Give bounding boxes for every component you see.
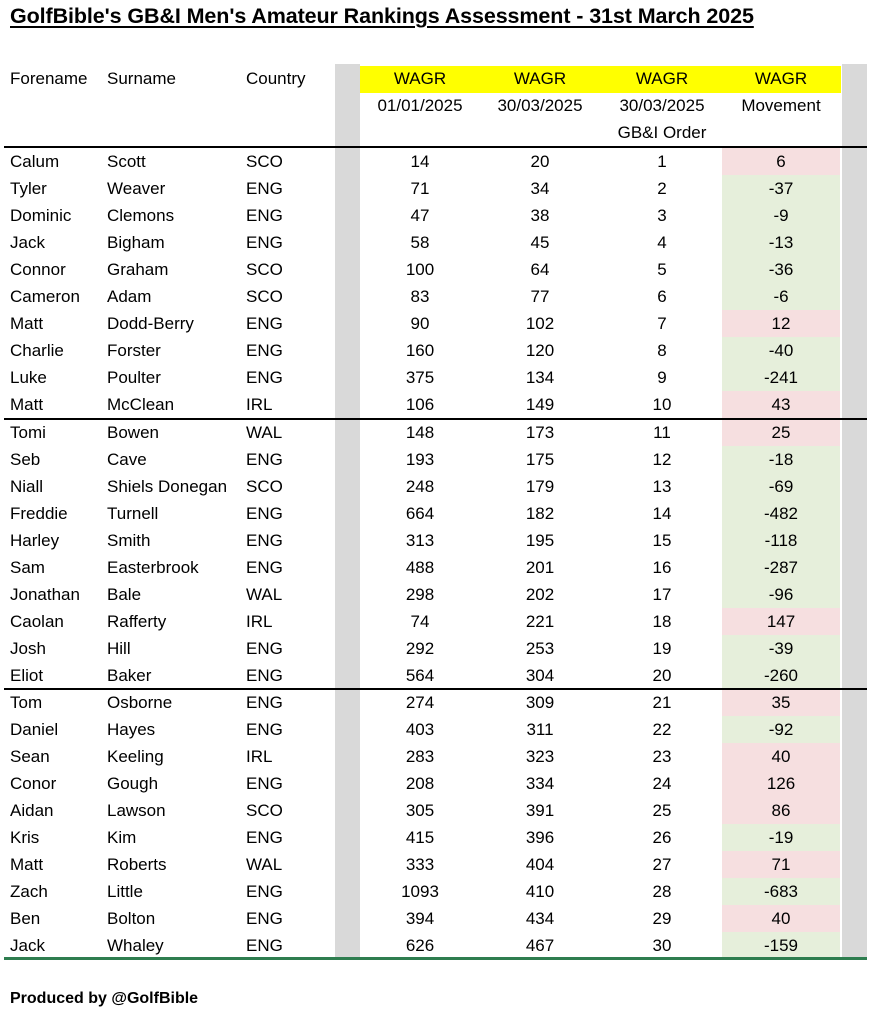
wagr-jan-cell: 283 [405,747,435,767]
wagr-jan-cell: 274 [405,693,435,712]
table-row [0,581,877,608]
wagr-jan-cell: 160 [405,341,435,361]
table-row [0,337,877,364]
wagr-jan-cell: 71 [410,179,430,199]
gbi-order-cell: 3 [657,206,667,226]
forename-cell: Charlie [10,341,64,361]
gbi-order-cell: 4 [657,233,667,253]
movement-cell: -287 [722,554,840,581]
movement-cell: -241 [722,364,840,391]
forename-cell: Jack [10,936,45,956]
surname-cell: Weaver [107,179,166,199]
wagr-jan-cell: 193 [405,449,435,469]
country-cell: ENG [246,233,283,253]
country-cell: ENG [246,638,283,658]
country-cell: IRL [246,747,273,767]
surname-cell: Gough [107,774,159,794]
forename-cell: Freddie [10,503,68,523]
wagr-jan-cell: 208 [405,774,435,794]
movement-cell: -92 [722,716,840,743]
forename-cell: Tyler [10,179,47,199]
country-cell: ENG [246,828,283,848]
surname-cell: Shiels Donegan [107,476,228,496]
table-row [0,419,877,446]
wagr-jan-cell: 106 [405,395,435,415]
wagr-jan-cell: 298 [405,584,435,604]
surname-cell: Osborne [107,693,173,712]
forename-cell: Conor [10,774,57,794]
movement-cell: 12 [722,310,840,337]
table-row [0,770,877,797]
table-row [0,473,877,500]
movement-cell: -19 [722,824,840,851]
country-cell: ENG [246,665,283,685]
header-forename: Forename [10,69,88,88]
wagr-jan-cell: 58 [410,233,430,253]
gbi-order-cell: 7 [657,314,667,334]
forename-cell: Calum [10,152,60,171]
wagr-mar-cell: 396 [525,828,555,848]
gbi-order-cell: 14 [652,503,672,523]
country-cell: WAL [246,855,283,875]
header-col3-date: 30/03/2025 [619,96,705,115]
wagr-mar-cell: 149 [525,395,555,415]
wagr-jan-cell: 313 [405,530,435,550]
forename-cell: Dominic [10,206,72,226]
movement-cell: -13 [722,229,840,256]
forename-cell: Eliot [10,665,44,685]
forename-cell: Matt [10,314,44,334]
movement-cell: 147 [722,608,840,635]
gbi-order-cell: 6 [657,287,667,307]
surname-cell: Graham [107,260,169,280]
forename-cell: Jonathan [10,584,80,604]
wagr-jan-cell: 305 [405,801,435,821]
surname-cell: Roberts [107,855,167,875]
wagr-mar-cell: 434 [525,909,555,929]
gbi-order-cell: 21 [652,693,672,712]
movement-cell: 40 [722,743,840,770]
surname-cell: Bolton [107,909,156,929]
country-cell: IRL [246,611,273,631]
header-col4-top: WAGR [754,69,808,88]
forename-cell: Matt [10,855,44,875]
gbi-order-cell: 27 [652,855,672,875]
wagr-mar-cell: 34 [530,179,550,199]
surname-cell: Hill [107,638,131,658]
movement-cell: -482 [722,500,840,527]
wagr-mar-cell: 253 [525,638,555,658]
forename-cell: Tomi [10,422,46,442]
group-divider-2 [4,688,867,690]
table-row [0,148,877,175]
gbi-order-cell: 9 [657,368,667,388]
table-row [0,662,877,689]
movement-cell: -159 [722,932,840,959]
table-row [0,824,877,851]
wagr-mar-cell: 195 [525,530,555,550]
forename-cell: Connor [10,260,66,280]
forename-cell: Niall [10,476,44,496]
table-row [0,608,877,635]
wagr-mar-cell: 410 [525,882,555,902]
table-row [0,364,877,391]
header-country: Country [246,69,306,88]
movement-cell: -96 [722,581,840,608]
wagr-mar-cell: 323 [525,747,555,767]
country-cell: SCO [246,476,283,496]
movement-cell: 6 [722,148,840,175]
table-row [0,635,877,662]
country-cell: ENG [246,693,283,712]
gbi-order-cell: 1 [657,152,667,171]
table-row [0,310,877,337]
surname-cell: Bigham [107,233,165,253]
forename-cell: Ben [10,909,41,929]
wagr-jan-cell: 394 [405,909,435,929]
forename-cell: Tom [10,693,43,712]
movement-cell: 43 [722,391,840,418]
wagr-jan-cell: 564 [405,665,435,685]
surname-cell: Adam [107,287,152,307]
movement-cell: 25 [722,419,840,446]
wagr-jan-cell: 14 [410,152,430,171]
surname-cell: Cave [107,449,147,469]
movement-cell: 35 [722,689,840,716]
wagr-jan-cell: 333 [405,855,435,875]
wagr-mar-cell: 334 [525,774,555,794]
table-row [0,527,877,554]
wagr-jan-cell: 148 [405,422,435,442]
surname-cell: Hayes [107,720,156,740]
gbi-order-cell: 5 [657,260,667,280]
wagr-mar-cell: 467 [525,936,555,956]
wagr-mar-cell: 182 [525,503,555,523]
country-cell: SCO [246,152,283,171]
movement-cell: -118 [722,527,840,554]
wagr-mar-cell: 134 [525,368,555,388]
table-row [0,554,877,581]
wagr-mar-cell: 175 [525,449,555,469]
gbi-order-cell: 2 [657,179,667,199]
country-cell: ENG [246,720,283,740]
forename-cell: Harley [10,530,60,550]
wagr-jan-cell: 292 [405,638,435,658]
movement-cell: -683 [722,878,840,905]
country-cell: ENG [246,503,283,523]
table-row [0,878,877,905]
table-row [0,932,877,959]
gbi-order-cell: 24 [652,774,672,794]
country-cell: ENG [246,314,283,334]
country-cell: ENG [246,206,283,226]
wagr-mar-cell: 45 [530,233,550,253]
forename-cell: Caolan [10,611,64,631]
footer-credit: Produced by @GolfBible [10,990,199,1007]
wagr-mar-cell: 120 [525,341,555,361]
surname-cell: Forster [107,341,161,361]
surname-cell: Poulter [107,368,161,388]
movement-cell: 126 [722,770,840,797]
country-cell: ENG [246,530,283,550]
gbi-order-cell: 20 [652,665,672,685]
wagr-jan-cell: 83 [410,287,430,307]
forename-cell: Daniel [10,720,59,740]
gbi-order-cell: 18 [652,611,672,631]
gbi-order-cell: 28 [652,882,672,902]
gbi-order-cell: 16 [652,557,672,577]
table-row [0,175,877,202]
forename-cell: Jack [10,233,45,253]
surname-cell: Kim [107,828,137,848]
forename-cell: Josh [10,638,46,658]
movement-cell: 71 [722,851,840,878]
wagr-jan-cell: 1093 [401,882,439,902]
wagr-mar-cell: 201 [525,557,555,577]
surname-cell: Keeling [107,747,164,767]
gbi-order-cell: 19 [652,638,672,658]
header-col1-date: 01/01/2025 [377,96,463,115]
gbi-order-cell: 10 [652,395,672,415]
table-row [0,797,877,824]
wagr-jan-cell: 90 [410,314,430,334]
wagr-mar-cell: 221 [525,611,555,631]
country-cell: ENG [246,909,283,929]
country-cell: ENG [246,341,283,361]
movement-cell: -9 [722,202,840,229]
country-cell: SCO [246,287,283,307]
surname-cell: Bale [107,584,142,604]
country-cell: IRL [246,395,273,415]
table-row [0,391,877,418]
header-col2-date: 30/03/2025 [497,96,583,115]
movement-cell: 86 [722,797,840,824]
movement-cell: -18 [722,446,840,473]
wagr-jan-cell: 626 [405,936,435,956]
table-bottom-rule [4,957,867,960]
forename-cell: Sean [10,747,50,767]
country-cell: WAL [246,584,283,604]
gbi-order-cell: 17 [652,584,672,604]
gbi-order-cell: 30 [652,936,672,956]
country-cell: ENG [246,449,283,469]
wagr-mar-cell: 38 [530,206,550,226]
gbi-order-cell: 26 [652,828,672,848]
forename-cell: Seb [10,449,41,469]
wagr-jan-cell: 375 [405,368,435,388]
forename-cell: Matt [10,395,44,415]
country-cell: ENG [246,774,283,794]
table-row [0,851,877,878]
table-row [0,256,877,283]
gbi-order-cell: 23 [652,747,672,767]
page-title: GolfBible's GB&I Men's Amateur Rankings Assessment - 31st March 2025 [10,4,754,28]
wagr-jan-cell: 100 [405,260,435,280]
gbi-order-cell: 8 [657,341,667,361]
country-cell: ENG [246,936,283,956]
wagr-mar-cell: 20 [530,152,550,171]
movement-cell: -69 [722,473,840,500]
header-surname: Surname [107,69,176,88]
wagr-mar-cell: 173 [525,422,555,442]
country-cell: ENG [246,179,283,199]
forename-cell: Luke [10,368,47,388]
wagr-mar-cell: 304 [525,665,555,685]
wagr-mar-cell: 77 [530,287,550,307]
surname-cell: Bowen [107,422,159,442]
surname-cell: Smith [107,530,151,550]
table-row [0,743,877,770]
header-col3-top: WAGR [635,69,689,88]
wagr-mar-cell: 202 [525,584,555,604]
movement-cell: 40 [722,905,840,932]
gbi-order-cell: 22 [652,720,672,740]
header-col1-top: WAGR [393,69,447,88]
gbi-order-cell: 29 [652,909,672,929]
wagr-jan-cell: 664 [405,503,435,523]
country-cell: WAL [246,422,283,442]
wagr-mar-cell: 391 [525,801,555,821]
table-row [0,500,877,527]
gbi-order-cell: 12 [652,449,672,469]
wagr-mar-cell: 102 [525,314,555,334]
surname-cell: Turnell [107,503,159,523]
wagr-mar-cell: 309 [525,693,555,712]
forename-cell: Kris [10,828,40,848]
table-row [0,283,877,310]
surname-cell: Baker [107,665,152,685]
surname-cell: Easterbrook [107,557,199,577]
wagr-jan-cell: 248 [405,476,435,496]
movement-cell: -260 [722,662,840,689]
gbi-order-cell: 11 [653,422,671,442]
table-row [0,689,877,716]
wagr-mar-cell: 179 [525,476,555,496]
wagr-mar-cell: 64 [530,260,550,280]
surname-cell: Little [107,882,143,902]
surname-cell: Dodd-Berry [107,314,194,334]
country-cell: ENG [246,557,283,577]
table-row [0,229,877,256]
gbi-order-cell: 25 [652,801,672,821]
country-cell: ENG [246,368,283,388]
group-divider-1 [4,418,867,420]
wagr-mar-cell: 311 [526,720,554,740]
movement-cell: -37 [722,175,840,202]
surname-cell: Whaley [107,936,164,956]
table-row [0,716,877,743]
gbi-order-cell: 15 [652,530,672,550]
table-row [0,446,877,473]
movement-cell: -36 [722,256,840,283]
surname-cell: McClean [107,395,175,415]
country-cell: ENG [246,882,283,902]
table-row [0,905,877,932]
country-cell: SCO [246,260,283,280]
header-col4-label: Movement [741,96,821,115]
wagr-jan-cell: 47 [410,206,430,226]
wagr-jan-cell: 415 [405,828,435,848]
wagr-jan-cell: 488 [405,557,435,577]
wagr-mar-cell: 404 [525,855,555,875]
movement-cell: -40 [722,337,840,364]
movement-cell: -39 [722,635,840,662]
surname-cell: Lawson [107,801,166,821]
surname-cell: Clemons [107,206,175,226]
surname-cell: Rafferty [107,611,167,631]
gbi-order-cell: 13 [652,476,672,496]
table-row [0,202,877,229]
forename-cell: Cameron [10,287,80,307]
movement-cell: -6 [722,283,840,310]
country-cell: SCO [246,801,283,821]
header-col3-order: GB&I Order [617,123,707,142]
wagr-jan-cell: 403 [405,720,435,740]
forename-cell: Zach [10,882,48,902]
header-col2-top: WAGR [513,69,567,88]
forename-cell: Aidan [10,801,54,821]
surname-cell: Scott [107,152,146,171]
wagr-jan-cell: 74 [410,611,430,631]
forename-cell: Sam [10,557,45,577]
